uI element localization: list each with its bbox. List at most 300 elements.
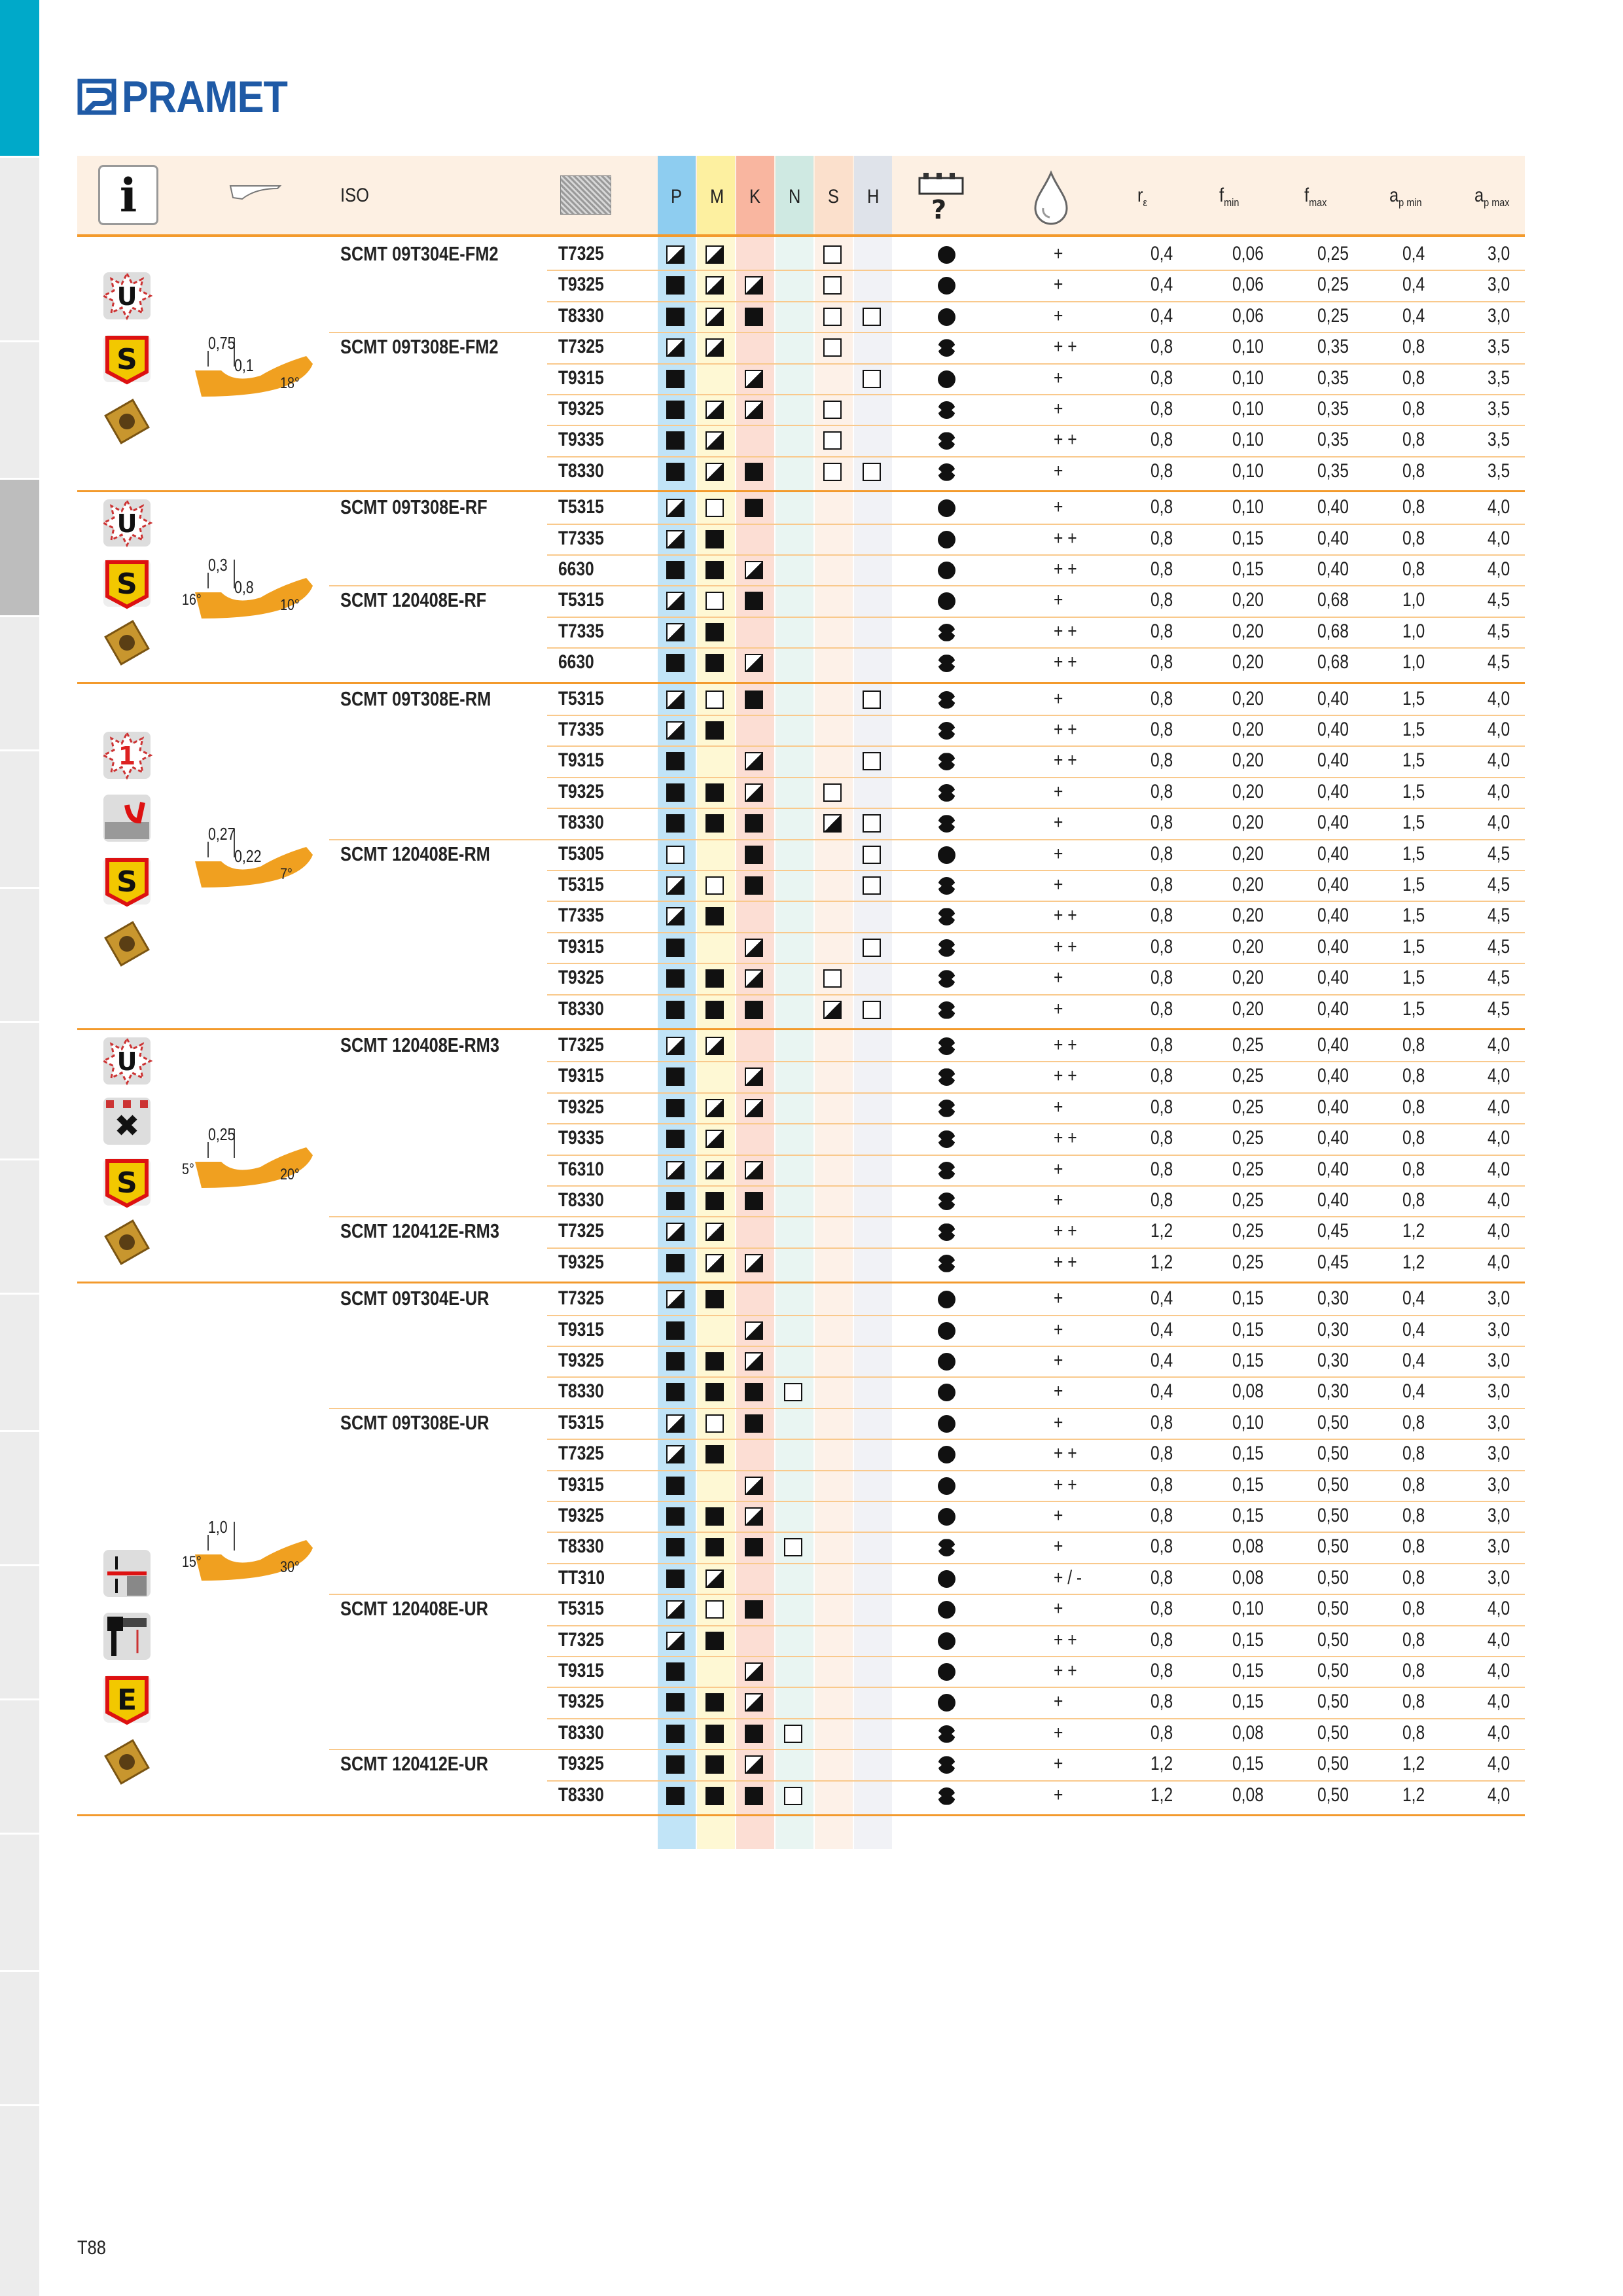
side-tab[interactable] bbox=[0, 1293, 39, 1430]
value-re: 0,4 bbox=[1150, 1287, 1173, 1310]
grade-code: T9315 bbox=[558, 1660, 604, 1681]
value-re: 0,8 bbox=[1150, 749, 1173, 772]
material-header-S bbox=[815, 156, 853, 234]
value-re: 0,8 bbox=[1150, 589, 1173, 611]
value-apmax: 3,5 bbox=[1488, 459, 1510, 482]
coolant-indicator bbox=[938, 1539, 955, 1556]
machining-rating: + bbox=[1054, 842, 1063, 865]
article-iso-code: SCMT 09T308E-RM bbox=[340, 687, 491, 710]
S-application-icon bbox=[101, 557, 153, 609]
suitability-symbol-S bbox=[823, 969, 842, 988]
suitability-symbol-P bbox=[666, 1632, 685, 1650]
value-apmin: 1,2 bbox=[1402, 1251, 1425, 1273]
value-apmax: 4,0 bbox=[1488, 1158, 1510, 1180]
suitability-symbol-K bbox=[745, 814, 763, 833]
chipbreaker-profile-drawing bbox=[182, 816, 332, 894]
machining-rating: + + bbox=[1054, 1065, 1077, 1087]
grade-code: T5315 bbox=[558, 1598, 604, 1620]
article-iso-code: SCMT 120408E-RF bbox=[340, 588, 487, 612]
value-fmin: 0,20 bbox=[1232, 967, 1264, 989]
profile-angle: 7° bbox=[280, 865, 293, 884]
value-re: 1,2 bbox=[1150, 1251, 1173, 1273]
table-header bbox=[77, 156, 1525, 237]
grade-code: T9335 bbox=[558, 429, 604, 451]
value-fmin: 0,25 bbox=[1232, 1220, 1264, 1242]
value-apmax: 3,0 bbox=[1488, 1411, 1510, 1433]
suitability-symbol-P bbox=[666, 1067, 685, 1086]
value-apmax: 4,5 bbox=[1488, 997, 1510, 1020]
value-apmin: 0,4 bbox=[1402, 1318, 1425, 1340]
coolant-indicator bbox=[938, 1255, 955, 1272]
suitability-symbol-P bbox=[666, 1445, 685, 1463]
value-fmin: 0,25 bbox=[1232, 1034, 1264, 1056]
side-tab[interactable] bbox=[0, 156, 39, 293]
suitability-symbol-H bbox=[863, 752, 881, 770]
suitability-symbol-H bbox=[863, 370, 881, 388]
machining-rating: + + bbox=[1054, 1473, 1077, 1496]
grade-texture-icon bbox=[560, 175, 611, 215]
grade-code: T9315 bbox=[558, 749, 604, 772]
machining-rating: + bbox=[1054, 589, 1063, 611]
value-fmin: 0,10 bbox=[1232, 1598, 1264, 1620]
suitability-symbol-P bbox=[666, 1037, 685, 1055]
value-fmax: 0,40 bbox=[1317, 558, 1349, 580]
value-re: 0,8 bbox=[1150, 1598, 1173, 1620]
value-apmax: 3,0 bbox=[1488, 1566, 1510, 1588]
value-re: 1,2 bbox=[1150, 1784, 1173, 1806]
article-iso-code: SCMT 09T308E-FM2 bbox=[340, 335, 499, 359]
profile-dimension: 0,75 bbox=[208, 332, 236, 353]
value-apmin: 0,8 bbox=[1402, 1505, 1425, 1526]
article-iso-code: SCMT 120412E-UR bbox=[340, 1752, 489, 1776]
value-fmax: 0,50 bbox=[1317, 1753, 1349, 1775]
suitability-symbol-M bbox=[705, 814, 724, 833]
suitability-symbol-P bbox=[666, 1383, 685, 1401]
suitability-symbol-S bbox=[823, 308, 842, 326]
group-divider bbox=[77, 1028, 1525, 1030]
coolant-indicator bbox=[938, 1322, 955, 1340]
suitability-symbol-P bbox=[666, 1414, 685, 1433]
suitability-symbol-M bbox=[705, 1445, 724, 1463]
coolant-indicator bbox=[938, 1037, 955, 1055]
suitability-symbol-K bbox=[745, 463, 763, 481]
suitability-symbol-P bbox=[666, 876, 685, 895]
suitability-symbol-K bbox=[745, 691, 763, 709]
value-apmin: 0,8 bbox=[1402, 398, 1425, 420]
side-tab[interactable] bbox=[0, 1970, 39, 2108]
side-tab[interactable] bbox=[0, 615, 39, 753]
coolant-indicator bbox=[938, 1162, 955, 1179]
suitability-symbol-N bbox=[784, 1725, 802, 1743]
side-tab[interactable] bbox=[0, 1564, 39, 1702]
value-re: 0,8 bbox=[1150, 1628, 1173, 1651]
row-divider bbox=[329, 1408, 1525, 1409]
suitability-symbol-S bbox=[823, 245, 842, 264]
coolant-indicator bbox=[938, 1725, 955, 1743]
suitability-symbol-P bbox=[666, 969, 685, 988]
value-fmax: 0,40 bbox=[1317, 935, 1349, 958]
row-divider bbox=[547, 1532, 1525, 1533]
side-tab[interactable] bbox=[0, 1158, 39, 1296]
value-re: 0,8 bbox=[1150, 1660, 1173, 1681]
value-apmax: 3,5 bbox=[1488, 367, 1510, 389]
side-tab[interactable] bbox=[0, 749, 39, 887]
suitability-symbol-P bbox=[666, 1223, 685, 1241]
suitability-symbol-K bbox=[745, 401, 763, 419]
value-fmax: 0,40 bbox=[1317, 496, 1349, 518]
profile-angle: 20° bbox=[280, 1165, 300, 1183]
value-apmin: 1,5 bbox=[1402, 935, 1425, 958]
value-fmax: 0,40 bbox=[1317, 874, 1349, 895]
value-apmax: 4,0 bbox=[1488, 1220, 1510, 1242]
suitability-symbol-M bbox=[705, 1570, 724, 1588]
value-re: 0,8 bbox=[1150, 558, 1173, 580]
suitability-symbol-K bbox=[745, 1254, 763, 1272]
suitability-symbol-K bbox=[745, 1383, 763, 1401]
coolant-indicator bbox=[938, 370, 955, 388]
value-fmax: 0,40 bbox=[1317, 687, 1349, 709]
machining-rating: + bbox=[1054, 1287, 1063, 1310]
value-apmax: 4,0 bbox=[1488, 1096, 1510, 1118]
suitability-symbol-P bbox=[666, 276, 685, 295]
row-divider bbox=[547, 1315, 1525, 1316]
value-fmin: 0,25 bbox=[1232, 1189, 1264, 1211]
grade-code: T5315 bbox=[558, 496, 604, 518]
coolant-indicator bbox=[938, 970, 955, 988]
suitability-symbol-K bbox=[745, 1600, 763, 1619]
value-fmax: 0,50 bbox=[1317, 1411, 1349, 1433]
grade-code: T5305 bbox=[558, 842, 604, 865]
value-fmin: 0,25 bbox=[1232, 1096, 1264, 1118]
machining-rating: + + bbox=[1054, 1628, 1077, 1651]
value-fmax: 0,40 bbox=[1317, 812, 1349, 834]
value-re: 0,4 bbox=[1150, 1318, 1173, 1340]
coolant-drop-icon bbox=[1031, 170, 1071, 225]
curve-icon bbox=[101, 792, 153, 844]
value-fmax: 0,35 bbox=[1317, 398, 1349, 420]
suitability-symbol-S bbox=[823, 401, 842, 419]
suitability-symbol-M bbox=[705, 783, 724, 802]
grade-code: T8330 bbox=[558, 812, 604, 834]
S-application-icon bbox=[101, 855, 153, 907]
machining-rating: + bbox=[1054, 812, 1063, 834]
value-re: 0,8 bbox=[1150, 842, 1173, 865]
machining-rating: + bbox=[1054, 1350, 1063, 1371]
grade-code: T5315 bbox=[558, 874, 604, 895]
suitability-symbol-M bbox=[705, 1600, 724, 1619]
profile-angle: 18° bbox=[280, 374, 300, 392]
grade-code: T7325 bbox=[558, 1287, 604, 1310]
value-fmin: 0,10 bbox=[1232, 398, 1264, 420]
value-fmax: 0,30 bbox=[1317, 1350, 1349, 1371]
value-apmax: 4,0 bbox=[1488, 687, 1510, 709]
side-tab[interactable] bbox=[0, 340, 39, 478]
suitability-symbol-P bbox=[666, 1001, 685, 1019]
row-divider bbox=[547, 1247, 1525, 1249]
grade-code: T5315 bbox=[558, 687, 604, 709]
row-divider bbox=[547, 456, 1525, 457]
grade-code: T8330 bbox=[558, 459, 604, 482]
value-apmax: 4,0 bbox=[1488, 749, 1510, 772]
machining-rating: + bbox=[1054, 687, 1063, 709]
suitability-symbol-K bbox=[745, 276, 763, 295]
value-apmax: 4,0 bbox=[1488, 1691, 1510, 1713]
machining-rating: + + bbox=[1054, 719, 1077, 740]
value-fmax: 0,50 bbox=[1317, 1660, 1349, 1681]
article-iso-code: SCMT 120408E-RM bbox=[340, 842, 490, 865]
coolant-indicator bbox=[938, 722, 955, 740]
side-tab[interactable] bbox=[0, 1021, 39, 1158]
value-fmin: 0,08 bbox=[1232, 1566, 1264, 1588]
material-header-P bbox=[658, 156, 696, 234]
value-re: 0,8 bbox=[1150, 1691, 1173, 1713]
value-apmax: 3,0 bbox=[1488, 274, 1510, 296]
value-fmax: 0,40 bbox=[1317, 1189, 1349, 1211]
machining-rating: + bbox=[1054, 243, 1063, 264]
coolant-indicator bbox=[938, 1193, 955, 1210]
value-apmax: 4,0 bbox=[1488, 1784, 1510, 1806]
chipbreaker-profile-drawing bbox=[182, 1509, 332, 1587]
value-apmin: 1,0 bbox=[1402, 589, 1425, 611]
value-apmin: 0,4 bbox=[1402, 1287, 1425, 1310]
info-icon[interactable] bbox=[98, 165, 158, 225]
header-fmax-main: f bbox=[1304, 185, 1310, 206]
coolant-indicator bbox=[938, 277, 955, 295]
row-divider bbox=[547, 1346, 1525, 1347]
value-re: 0,8 bbox=[1150, 336, 1173, 358]
suitability-symbol-M bbox=[705, 1414, 724, 1433]
value-fmin: 0,25 bbox=[1232, 1065, 1264, 1087]
side-tab[interactable] bbox=[0, 1833, 39, 1970]
suitability-symbol-P bbox=[666, 1725, 685, 1743]
grade-code: T8330 bbox=[558, 1535, 604, 1558]
value-fmin: 0,10 bbox=[1232, 459, 1264, 482]
value-apmin: 0,8 bbox=[1402, 1473, 1425, 1496]
material-label-K: K bbox=[749, 186, 761, 207]
value-re: 0,8 bbox=[1150, 687, 1173, 709]
side-tab[interactable] bbox=[0, 1430, 39, 1568]
value-re: 0,8 bbox=[1150, 1505, 1173, 1526]
suitability-symbol-P bbox=[666, 846, 685, 864]
side-tab[interactable] bbox=[0, 478, 39, 615]
value-re: 0,8 bbox=[1150, 1411, 1173, 1433]
suitability-symbol-K bbox=[745, 499, 763, 517]
material-label-P: P bbox=[671, 186, 683, 207]
value-apmin: 0,8 bbox=[1402, 1127, 1425, 1149]
header-fmin-sub: min bbox=[1224, 196, 1240, 209]
value-apmax: 3,5 bbox=[1488, 398, 1510, 420]
suitability-symbol-P bbox=[666, 623, 685, 641]
suitability-symbol-K bbox=[745, 370, 763, 388]
value-fmin: 0,15 bbox=[1232, 1287, 1264, 1310]
value-re: 0,8 bbox=[1150, 1127, 1173, 1149]
insert-photo-icon bbox=[101, 1216, 153, 1268]
suitability-symbol-P bbox=[666, 783, 685, 802]
suitability-symbol-P bbox=[666, 1352, 685, 1371]
value-re: 1,2 bbox=[1150, 1753, 1173, 1775]
profile-dimension: 1,0 bbox=[208, 1517, 228, 1537]
grade-code: T9325 bbox=[558, 274, 604, 296]
row-divider bbox=[547, 1123, 1525, 1124]
value-fmin: 0,08 bbox=[1232, 1535, 1264, 1558]
suitability-symbol-M bbox=[705, 1352, 724, 1371]
value-fmax: 0,50 bbox=[1317, 1473, 1349, 1496]
value-fmin: 0,15 bbox=[1232, 1660, 1264, 1681]
suitability-symbol-P bbox=[666, 499, 685, 517]
suitability-symbol-K bbox=[745, 783, 763, 802]
suitability-symbol-K bbox=[745, 1755, 763, 1774]
value-fmin: 0,20 bbox=[1232, 749, 1264, 772]
grade-code: T7325 bbox=[558, 1628, 604, 1651]
suitability-symbol-K bbox=[745, 1414, 763, 1433]
coolant-indicator bbox=[938, 1130, 955, 1148]
machining-rating: + bbox=[1054, 1505, 1063, 1526]
suitability-symbol-P bbox=[666, 1507, 685, 1526]
suitability-symbol-P bbox=[666, 1600, 685, 1619]
value-fmax: 0,40 bbox=[1317, 967, 1349, 989]
side-tab[interactable] bbox=[0, 1698, 39, 1836]
article-iso-code: SCMT 09T308E-UR bbox=[340, 1410, 490, 1434]
value-apmax: 4,0 bbox=[1488, 1598, 1510, 1620]
value-fmax: 0,40 bbox=[1317, 527, 1349, 549]
row-divider bbox=[547, 1185, 1525, 1187]
value-fmax: 0,35 bbox=[1317, 336, 1349, 358]
side-tab[interactable] bbox=[0, 2104, 39, 2242]
value-apmin: 0,8 bbox=[1402, 1158, 1425, 1180]
svg-text:S: S bbox=[116, 567, 137, 601]
value-re: 0,8 bbox=[1150, 1065, 1173, 1087]
value-re: 0,8 bbox=[1150, 1443, 1173, 1465]
suitability-symbol-M bbox=[705, 907, 724, 925]
value-apmax: 3,0 bbox=[1488, 1350, 1510, 1371]
suitability-symbol-K bbox=[745, 592, 763, 610]
suitability-symbol-P bbox=[666, 1662, 685, 1681]
machining-rating: + bbox=[1054, 459, 1063, 482]
suitability-symbol-S bbox=[823, 338, 842, 357]
coolant-indicator bbox=[938, 1384, 955, 1401]
S-application-icon bbox=[101, 1156, 153, 1208]
suitability-symbol-P bbox=[666, 431, 685, 450]
machining-rating: + + bbox=[1054, 935, 1077, 958]
coolant-indicator bbox=[938, 1223, 955, 1241]
value-apmax: 3,0 bbox=[1488, 1473, 1510, 1496]
grade-code: T9315 bbox=[558, 367, 604, 389]
header-apmax-sub: p max bbox=[1484, 196, 1510, 209]
value-fmin: 0,15 bbox=[1232, 558, 1264, 580]
profile-dimension: 0,8 bbox=[234, 577, 254, 598]
suitability-symbol-H bbox=[863, 691, 881, 709]
value-fmin: 0,08 bbox=[1232, 1784, 1264, 1806]
profile-dimension: 0,27 bbox=[208, 824, 236, 844]
coolant-indicator bbox=[938, 246, 955, 264]
grade-code: T8330 bbox=[558, 1721, 604, 1744]
suitability-symbol-P bbox=[666, 1192, 685, 1210]
value-fmax: 0,40 bbox=[1317, 749, 1349, 772]
coolant-indicator bbox=[938, 1068, 955, 1086]
value-apmin: 1,5 bbox=[1402, 719, 1425, 740]
row-divider bbox=[547, 1092, 1525, 1094]
value-fmin: 0,25 bbox=[1232, 1158, 1264, 1180]
machining-rating: + bbox=[1054, 367, 1063, 389]
row-divider bbox=[329, 839, 1525, 840]
suitability-symbol-P bbox=[666, 370, 685, 388]
grade-code: T7335 bbox=[558, 620, 604, 642]
suitability-symbol-N bbox=[784, 1383, 802, 1401]
machining-rating: + / - bbox=[1054, 1566, 1082, 1588]
pramet-logo bbox=[77, 73, 306, 120]
value-fmin: 0,10 bbox=[1232, 336, 1264, 358]
suitability-symbol-M bbox=[705, 623, 724, 641]
machining-rating: + bbox=[1054, 967, 1063, 989]
suitability-symbol-P bbox=[666, 814, 685, 833]
value-fmax: 0,50 bbox=[1317, 1566, 1349, 1588]
suitability-symbol-N bbox=[784, 1538, 802, 1556]
group-divider bbox=[77, 682, 1525, 684]
S-application-icon bbox=[101, 332, 153, 385]
value-fmax: 0,30 bbox=[1317, 1380, 1349, 1403]
row-divider bbox=[547, 301, 1525, 302]
suitability-symbol-H bbox=[863, 1001, 881, 1019]
grade-code: T9325 bbox=[558, 1251, 604, 1273]
value-fmax: 0,50 bbox=[1317, 1628, 1349, 1651]
suitability-symbol-M bbox=[705, 401, 724, 419]
suitability-symbol-K bbox=[745, 1507, 763, 1526]
article-iso-code: SCMT 09T308E-RF bbox=[340, 495, 488, 519]
coolant-indicator bbox=[938, 1477, 955, 1495]
value-apmin: 0,8 bbox=[1402, 459, 1425, 482]
suitability-symbol-M bbox=[705, 499, 724, 517]
side-tab[interactable] bbox=[0, 887, 39, 1024]
value-apmax: 4,5 bbox=[1488, 935, 1510, 958]
suitability-symbol-K bbox=[745, 1787, 763, 1805]
coolant-indicator bbox=[938, 1100, 955, 1117]
material-label-M: M bbox=[710, 186, 724, 207]
value-fmin: 0,15 bbox=[1232, 1318, 1264, 1340]
header-fmax-sub: max bbox=[1309, 196, 1327, 209]
header-apmin-main: a bbox=[1389, 185, 1399, 206]
value-fmax: 0,50 bbox=[1317, 1691, 1349, 1713]
article-iso-code: SCMT 09T304E-FM2 bbox=[340, 242, 499, 265]
value-apmax: 4,0 bbox=[1488, 1034, 1510, 1056]
value-re: 0,4 bbox=[1150, 1350, 1173, 1371]
header-re-sub: ε bbox=[1143, 196, 1147, 209]
value-apmin: 1,5 bbox=[1402, 687, 1425, 709]
value-fmin: 0,15 bbox=[1232, 1443, 1264, 1465]
machining-rating: + + bbox=[1054, 620, 1077, 642]
value-apmax: 4,0 bbox=[1488, 1628, 1510, 1651]
suitability-symbol-M bbox=[705, 1001, 724, 1019]
value-re: 0,8 bbox=[1150, 1189, 1173, 1211]
value-fmax: 0,35 bbox=[1317, 367, 1349, 389]
profile-angle: 15° bbox=[182, 1553, 202, 1571]
value-apmin: 1,5 bbox=[1402, 842, 1425, 865]
value-apmin: 0,8 bbox=[1402, 496, 1425, 518]
value-re: 0,4 bbox=[1150, 274, 1173, 296]
header-fmax bbox=[1304, 185, 1327, 209]
value-re: 0,8 bbox=[1150, 1158, 1173, 1180]
suitability-symbol-M bbox=[705, 1161, 724, 1179]
suitability-symbol-K bbox=[745, 876, 763, 895]
value-fmax: 0,25 bbox=[1317, 274, 1349, 296]
suitability-symbol-S bbox=[823, 431, 842, 450]
value-apmax: 4,5 bbox=[1488, 905, 1510, 927]
machining-rating: + bbox=[1054, 398, 1063, 420]
coolant-indicator bbox=[938, 1756, 955, 1774]
value-apmin: 0,8 bbox=[1402, 1566, 1425, 1588]
value-apmin: 1,5 bbox=[1402, 997, 1425, 1020]
value-apmin: 0,8 bbox=[1402, 1660, 1425, 1681]
material-label-N: N bbox=[789, 186, 801, 207]
